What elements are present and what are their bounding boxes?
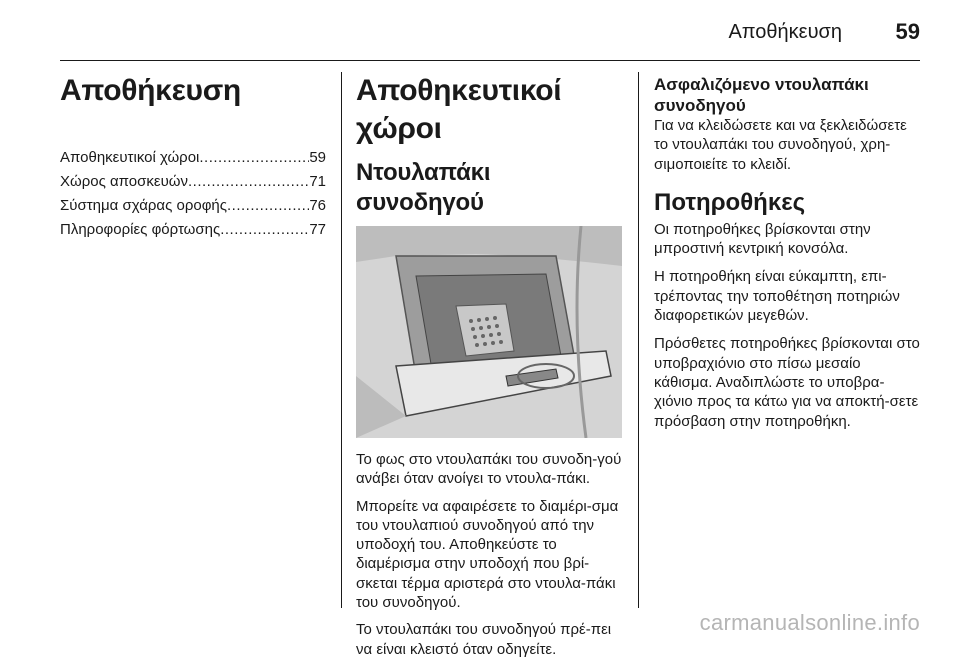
toc-entry-page: 59 (309, 149, 326, 166)
header-title: Αποθήκευση (728, 21, 842, 43)
subsection-title: Ντουλαπάκι συνοδηγού (356, 159, 491, 216)
toc-leader-dots (227, 194, 309, 218)
header-divider (60, 60, 920, 61)
toc-leader-dots (188, 170, 309, 194)
chapter-title: Αποθήκευση (60, 74, 241, 107)
locking-cupholder-column (654, 72, 922, 440)
column-divider-2 (638, 72, 639, 608)
paragraph: Το ντουλαπάκι του συνοδηγού πρέ-πει να είναι κλειστό όταν οδηγείτε. (356, 621, 612, 658)
toc-leader-dots (199, 146, 309, 170)
column-divider-1 (341, 72, 342, 608)
paragraph: Μπορείτε να αφαιρέσετε το διαμέρι-σμα του ντουλαπιού συνοδηγού από την υποδοχή του. Αποθηκεύστε το διαμέρισμα στην υποδοχή που βρί-σκεται τέρμα αριστερά στο ντουλα-πάκι του συνοδηγού. (356, 497, 619, 612)
toc-entry-label: Σύστημα σχάρας οροφής (60, 197, 227, 214)
toc-column (60, 72, 326, 242)
toc-entry[interactable] (60, 146, 326, 170)
toc-entry[interactable] (60, 170, 326, 194)
glovebox-illustration (356, 226, 622, 438)
toc-entry-label: Πληροφορίες φόρτωσης (60, 221, 221, 238)
section-title: Αποθηκευτικοί χώροι (356, 74, 562, 145)
toc-entry-page: 76 (309, 197, 326, 214)
subsection-title: Ποτηροθήκες (654, 188, 806, 216)
table-of-contents (60, 146, 326, 242)
page-number: 59 (895, 19, 920, 44)
paragraph: Οι ποτηροθήκες βρίσκονται στην μπροστινή κεντρική κονσόλα. (654, 220, 871, 258)
watermark: carmanualsonline.info (699, 610, 920, 635)
toc-entry-label: Αποθηκευτικοί χώροι (60, 149, 200, 166)
paragraph: Για να κλειδώσετε και να ξεκλειδώσετε το ντουλαπάκι του συνοδηγού, χρη-σιμοποιείτε το κλειδί. (654, 117, 907, 173)
toc-entry-label: Χώρος αποσκευών (60, 173, 188, 190)
subsection-heading: Ασφαλιζόμενο ντουλαπάκι συνοδηγού (654, 75, 869, 115)
toc-entry-page: 71 (309, 173, 326, 190)
toc-entry-page: 77 (309, 221, 326, 238)
paragraph: Πρόσθετες ποτηροθήκες βρίσκονται στο υποβραχιόνιο στο πίσω μεσαίο κάθισμα. Αναδιπλώστε το υποβρα-χιόνιο προς τα κάτω για να αποκτή-σετε πρόσβαση στην ποτηροθήκη. (654, 335, 920, 430)
paragraph: Η ποτηροθήκη είναι εύκαμπτη, επι-τρέποντας την τοποθέτηση ποτηριών διαφορετικών μεγεθών. (654, 268, 900, 325)
paragraph: Το φως στο ντουλαπάκι του συνοδη-γού ανάβει όταν ανοίγει το ντουλα-πάκι. (356, 451, 622, 488)
storage-column (356, 72, 622, 667)
toc-leader-dots (220, 218, 309, 242)
toc-entry[interactable] (60, 194, 326, 218)
toc-entry[interactable] (60, 218, 326, 242)
